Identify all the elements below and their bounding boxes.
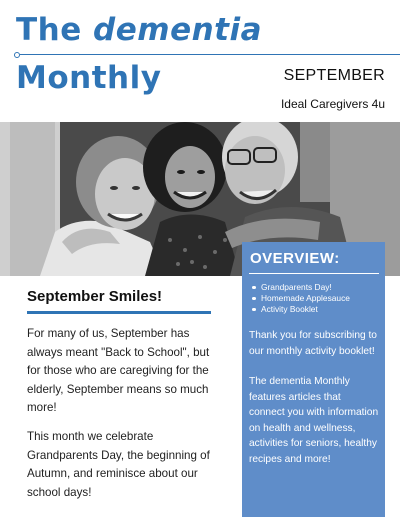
title-divider [14,52,400,58]
newsletter-title [16,12,262,48]
divider-dot [14,52,20,58]
overview-list-item: Homemade Applesauce [252,293,379,304]
newsletter-title-line2: Monthly [16,60,162,96]
overview-title: OVERVIEW: [250,250,340,267]
divider-line [20,54,400,55]
overview-list [252,282,379,315]
overview-divider [249,273,379,274]
issue-month: SEPTEMBER [283,67,385,84]
publisher-name: Ideal Caregivers 4u [280,97,385,111]
overview-list-item: Activity Booklet [252,304,379,315]
title-italic-word: dementia [93,12,263,48]
overview-paragraph: The dementia Monthly features articles that connect you with information on health and wellness, activities for seniors, healthy recipes and more! [249,376,379,465]
overview-paragraph: Thank you for subscribing to our monthly activity booklet! [249,330,377,357]
article-title: September Smiles! [27,288,163,305]
overview-panel [242,242,385,517]
title-prefix: The [16,12,82,48]
overview-list-item: Grandparents Day! [252,282,379,293]
article-paragraph: For many of us, September has always meant "Back to School", but for those who are caregiving for the elderly, September means so much more! [27,327,210,414]
article-paragraph: This month we celebrate Grandparents Day, the beginning of Autumn, and reminisce about our school days! [27,430,210,499]
article-title-underline [27,311,211,314]
